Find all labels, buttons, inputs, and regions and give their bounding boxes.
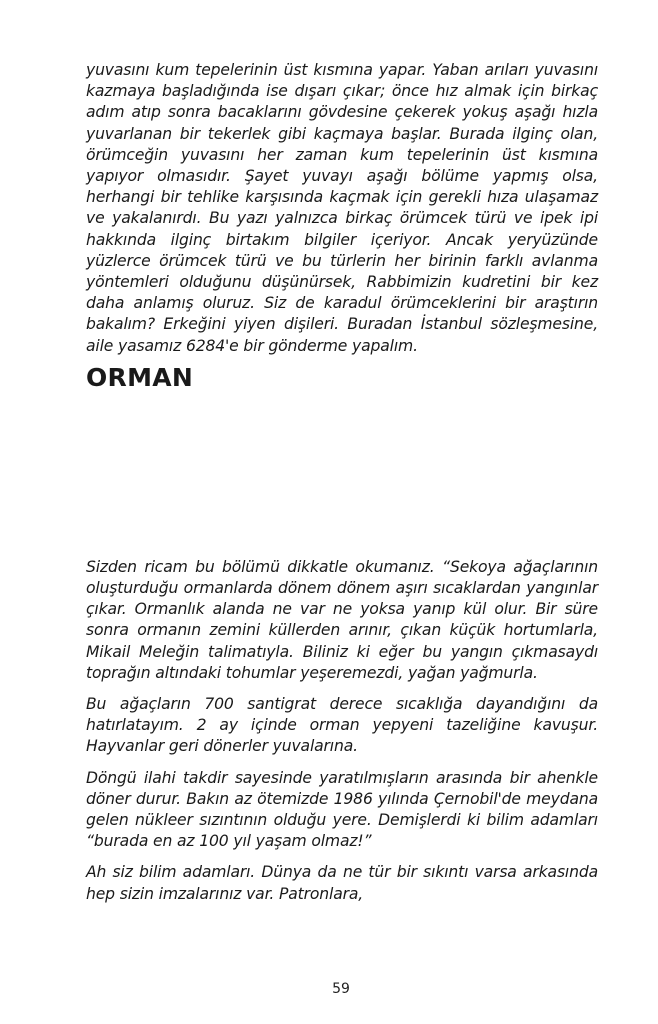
- section-paragraph-1: Sizden ricam bu bölümü dikkatle okumanız. “Sekoya ağaçlarının oluşturduğu ormanlarda dönem dönem aşırı sıcaklardan yangınlar çıkar. Ormanlık alanda ne var ne yoksa yanıp kül olur. Bir süre sonra ormanın zemini küllerden arınır, çıkan küçük hortumlarla, Mikail Meleğin talimatıyla. Biliniz ki eğer bu yangın çıkmasaydı toprağın altındaki tohumlar yeşeremezdi, yağan yağmurla.: [86, 557, 598, 682]
- section-paragraph-4: Ah siz bilim adamları. Dünya da ne tür bir sıkıntı varsa arkasında hep sizin imzalarınız var. Patronlara,: [86, 863, 598, 903]
- page-number: 59: [332, 981, 350, 997]
- intro-paragraph: yuvasını kum tepelerinin üst kısmına yapar. Yaban arıları yuvasını kazmaya başladığında ise dışarı çıkar; önce hız almak için birkaç adım atıp sonra bacaklarını gövdesine çekerek yokuş aşağı hızla yuvarlanan bir tekerlek gibi kaçmaya başlar. Burada ilginç olan, örümceğin yuvasını her zaman kum tepelerinin üst kısmına yapıyor olmasıdır. Şayet yuvayı aşağı bölüme yapmış olsa, herhangi bir tehlike karşısında kaçmak için gerekli hıza ulaşamaz ve yakalanırdı. Bu yazı yalnızca birkaç örümcek türü ve ipek ipi hakkında ilginç birtakım bilgiler içeriyor. Ancak yeryüzünde yüzlerce örümcek türü ve bu türlerin her birinin farklı avlanma yöntemleri olduğunu düşünürsek, Rabbimizin kudretini bir kez daha anlamış oluruz. Siz de karadul örümceklerini bir araştırın bakalım? Erkeğini yiyen dişileri. Buradan İstanbul sözleşmesine, aile yasamız 6284'e bir gönderme yapalım.: [86, 61, 598, 355]
- page-content: [86, 60, 598, 905]
- section-paragraph-3: Döngü ilahi takdir sayesinde yaratılmışların arasında bir ahenkle döner durur. Bakın az ötemizde 1986 yılında Çernobil'de meydana gelen nükleer sızıntının olduğu yere. Demişlerdi ki bilim adamları “burada en az 100 yıl yaşam olmaz!”: [86, 768, 598, 851]
- section-paragraph-2: Bu ağaçların 700 santigrat derece sıcaklığa dayandığını da hatırlatayım. 2 ay içinde orman yepyeni tazeliğine kavuşur. Hayvanlar geri dönerler yuvalarına.: [86, 695, 598, 756]
- section-title: ORMAN: [86, 362, 194, 392]
- blank-space: [86, 393, 598, 557]
